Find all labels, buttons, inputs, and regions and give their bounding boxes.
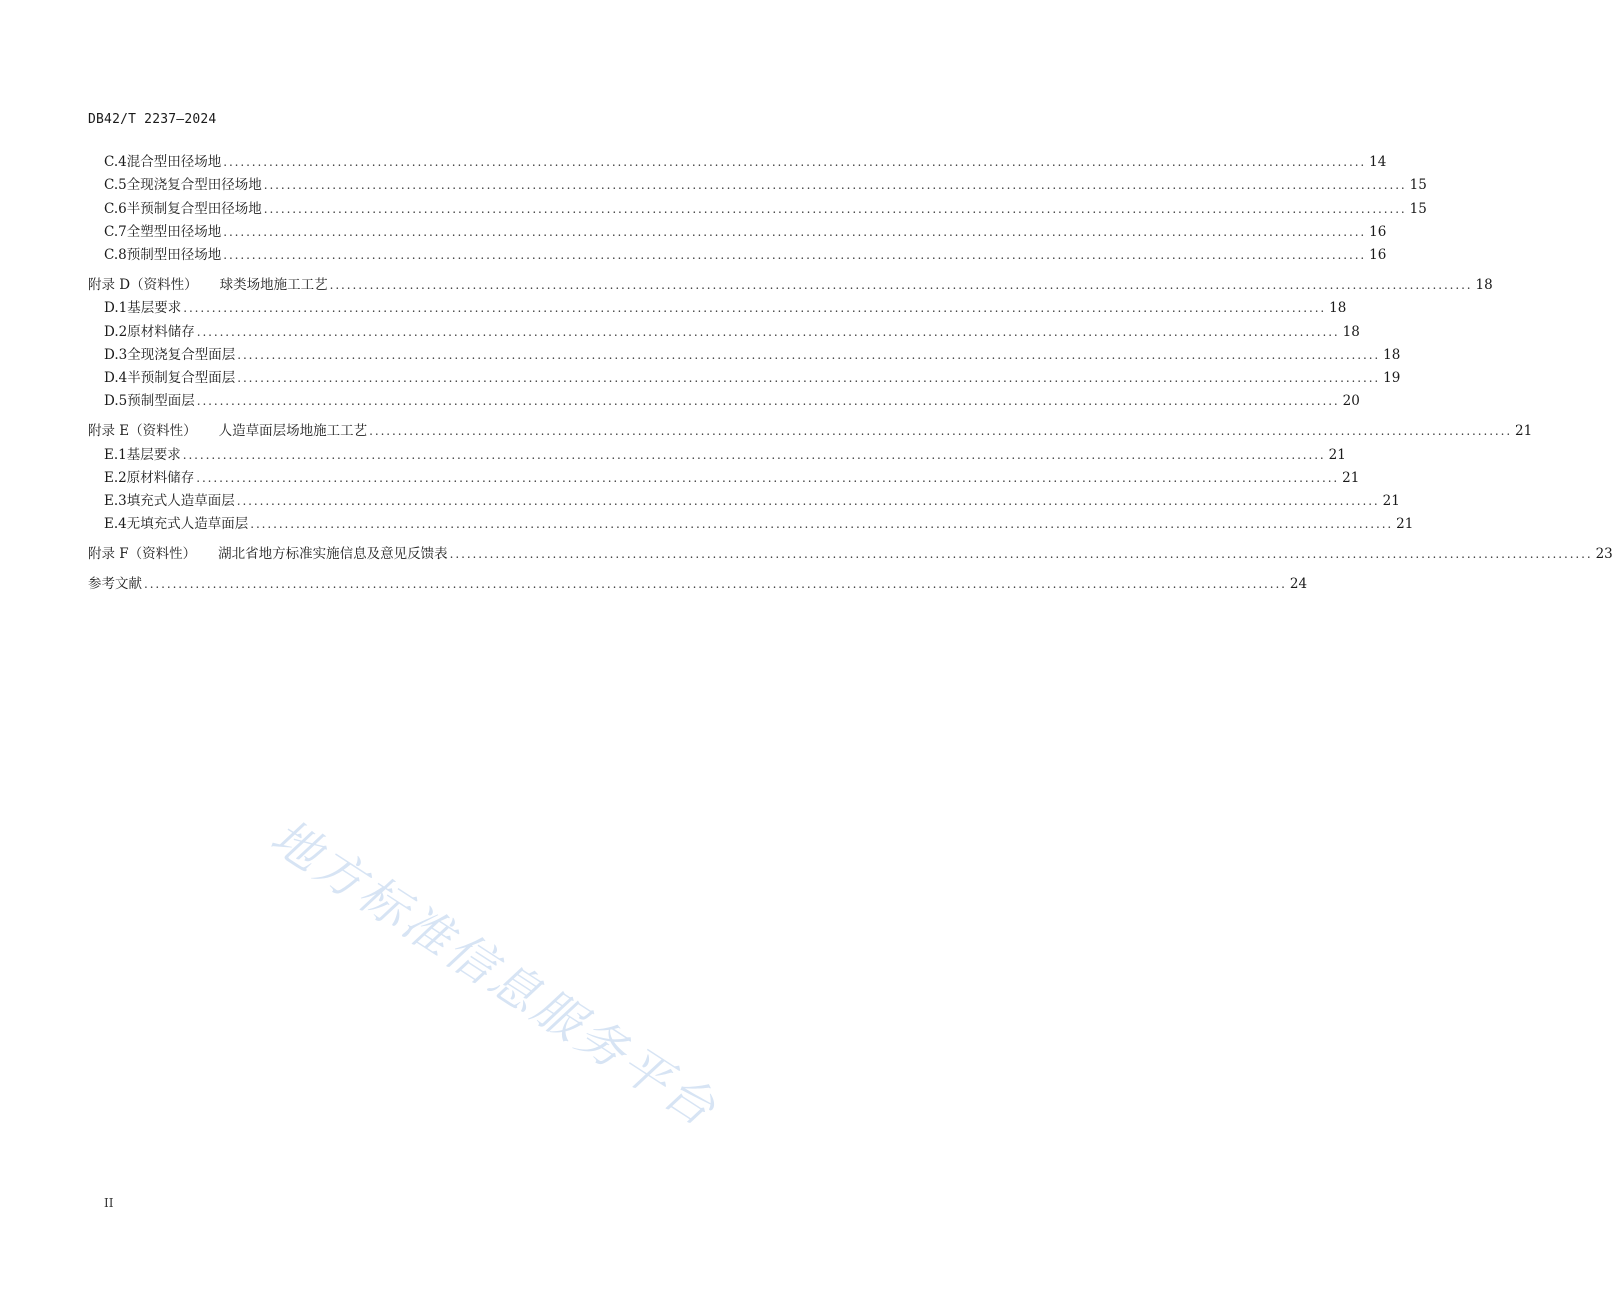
toc-entry[interactable] (88, 320, 1360, 343)
toc-entry-title: 基层要求 (127, 300, 182, 317)
toc-entry-page: 14 (1369, 154, 1387, 170)
toc-entry-page: 21 (1328, 446, 1346, 463)
toc-entry-page: 18 (1329, 300, 1347, 317)
toc-leader-dots: ........................................................................................................................................................................................................ (369, 424, 1513, 439)
toc-entry-title: 混合型田径场地 (126, 154, 222, 170)
toc-entry[interactable] (88, 443, 1346, 466)
toc-entry-number: 附录 D（资料性） (88, 276, 198, 293)
toc-leader-dots: ........................................................................................................................................................................................................ (144, 577, 1287, 592)
toc-entry-title: 半预制复合型面层 (127, 370, 236, 387)
toc-leader-dots: ........................................................................................................................................................................................................ (182, 447, 1326, 462)
toc-entry-title: 全塑型田径场地 (126, 223, 222, 240)
toc-entry-page: 18 (1475, 276, 1493, 293)
toc-entry[interactable] (88, 389, 1360, 412)
toc-entry[interactable] (88, 296, 1347, 319)
toc-leader-dots: ........................................................................................................................................................................................................ (263, 201, 1407, 216)
toc-leader-dots: ........................................................................................................................................................................................................ (223, 248, 1367, 263)
toc-leader-dots: ........................................................................................................................................................................................................ (196, 394, 1340, 409)
toc-entry-number: C.6 (104, 200, 127, 217)
toc-entry-page: 18 (1342, 323, 1360, 340)
toc-entry-number: D.3 (104, 346, 128, 363)
toc-entry-page: 23 (1595, 546, 1613, 563)
toc-entry-number: E.4 (104, 516, 127, 533)
toc-entry-title: 预制型面层 (127, 393, 195, 410)
toc-entry-title: 人造草面层场地施工工艺 (218, 423, 368, 440)
toc-leader-dots: ........................................................................................................................................................................................................ (196, 324, 1340, 339)
toc-entry-number: C.5 (104, 177, 127, 194)
toc-entry-page: 16 (1369, 247, 1387, 264)
toc-leader-dots: ........................................................................................................................................................................................................ (196, 470, 1340, 485)
toc-entry-title: 原材料储存 (127, 323, 195, 340)
toc-leader-dots: ........................................................................................................................................................................................................ (250, 517, 1394, 532)
toc-entry-number: C.7 (104, 223, 127, 240)
toc-entry[interactable] (88, 466, 1360, 489)
toc-entry-page: 21 (1342, 469, 1360, 486)
watermark: 地方标准信息服务平台 (260, 808, 728, 1139)
toc-entry[interactable] (88, 243, 1387, 266)
toc-entry-title: 半预制复合型田径场地 (126, 200, 262, 217)
toc-leader-dots: ........................................................................................................................................................................................................ (237, 347, 1381, 362)
toc-leader-dots: ........................................................................................................................................................................................................ (237, 371, 1381, 386)
toc-entry[interactable] (88, 419, 1533, 442)
toc-entry[interactable] (88, 343, 1401, 366)
toc-entry-number: D.1 (104, 300, 128, 317)
toc-entry-page: 19 (1383, 370, 1401, 387)
toc-entry-page: 16 (1369, 223, 1387, 240)
toc-entry[interactable] (88, 173, 1427, 196)
toc-entry[interactable] (88, 150, 1387, 173)
toc-leader-dots: ........................................................................................................................................................................................................ (449, 547, 1593, 562)
toc-entry-title: 填充式人造草面层 (126, 493, 235, 510)
toc-entry[interactable] (88, 542, 1613, 565)
toc-entry-title: 预制型田径场地 (126, 247, 222, 264)
toc-entry-number: C.8 (104, 247, 127, 264)
toc-leader-dots: ........................................................................................................................................................................................................ (236, 494, 1380, 509)
toc-entry-title: 原材料储存 (126, 469, 195, 486)
toc-leader-dots: ........................................................................................................................................................................................................ (223, 224, 1367, 239)
toc-entry-page: 21 (1382, 493, 1400, 510)
toc-entry-page: 18 (1383, 346, 1401, 363)
toc-entry[interactable] (88, 273, 1493, 296)
toc-entry-page: 21 (1396, 516, 1414, 533)
toc-entry-number: E.3 (104, 493, 127, 510)
toc-entry-title: 全现浇复合型面层 (127, 346, 236, 363)
toc-entry[interactable] (88, 489, 1400, 512)
document-code: DB42/T 2237—2024 (88, 112, 217, 127)
toc-entry[interactable] (88, 220, 1387, 243)
toc-entry-page: 21 (1515, 423, 1533, 440)
toc-entry-number: 附录 E（资料性） (88, 423, 197, 440)
toc-entry-title: 无填充式人造草面层 (126, 516, 249, 533)
toc-entry-title: 湖北省地方标准实施信息及意见反馈表 (218, 546, 448, 563)
toc-entry-number: D.2 (104, 323, 128, 340)
toc-leader-dots: ........................................................................................................................................................................................................ (223, 155, 1367, 169)
page-number: II (104, 1196, 114, 1210)
toc-entry-page: 15 (1409, 177, 1427, 194)
toc-entry-title: 球类场地施工工艺 (219, 276, 328, 293)
toc-entry-number: D.5 (104, 393, 128, 410)
toc-entry-title: 基层要求 (126, 446, 181, 463)
toc-entry[interactable] (88, 512, 1414, 535)
toc-leader-dots: ........................................................................................................................................................................................................ (329, 277, 1473, 292)
toc-entry-number: 附录 F（资料性） (88, 546, 197, 563)
toc-entry-number: E.2 (104, 469, 127, 486)
toc-entry-title: 全现浇复合型田径场地 (126, 177, 262, 194)
toc-entry[interactable] (88, 197, 1427, 220)
toc-entry-title: 参考文献 (88, 576, 142, 593)
table-of-contents (88, 150, 1613, 595)
toc-entry-number: C.4 (104, 154, 127, 170)
toc-entry-page: 24 (1289, 576, 1308, 593)
toc-entry-page: 20 (1342, 393, 1360, 410)
toc-leader-dots: ........................................................................................................................................................................................................ (263, 178, 1407, 193)
toc-entry[interactable] (88, 572, 1308, 595)
toc-entry-number: D.4 (104, 370, 128, 387)
toc-entry-page: 15 (1409, 200, 1427, 217)
toc-entry[interactable] (88, 366, 1401, 389)
toc-leader-dots: ........................................................................................................................................................................................................ (183, 301, 1327, 316)
toc-entry-number: E.1 (104, 446, 127, 463)
